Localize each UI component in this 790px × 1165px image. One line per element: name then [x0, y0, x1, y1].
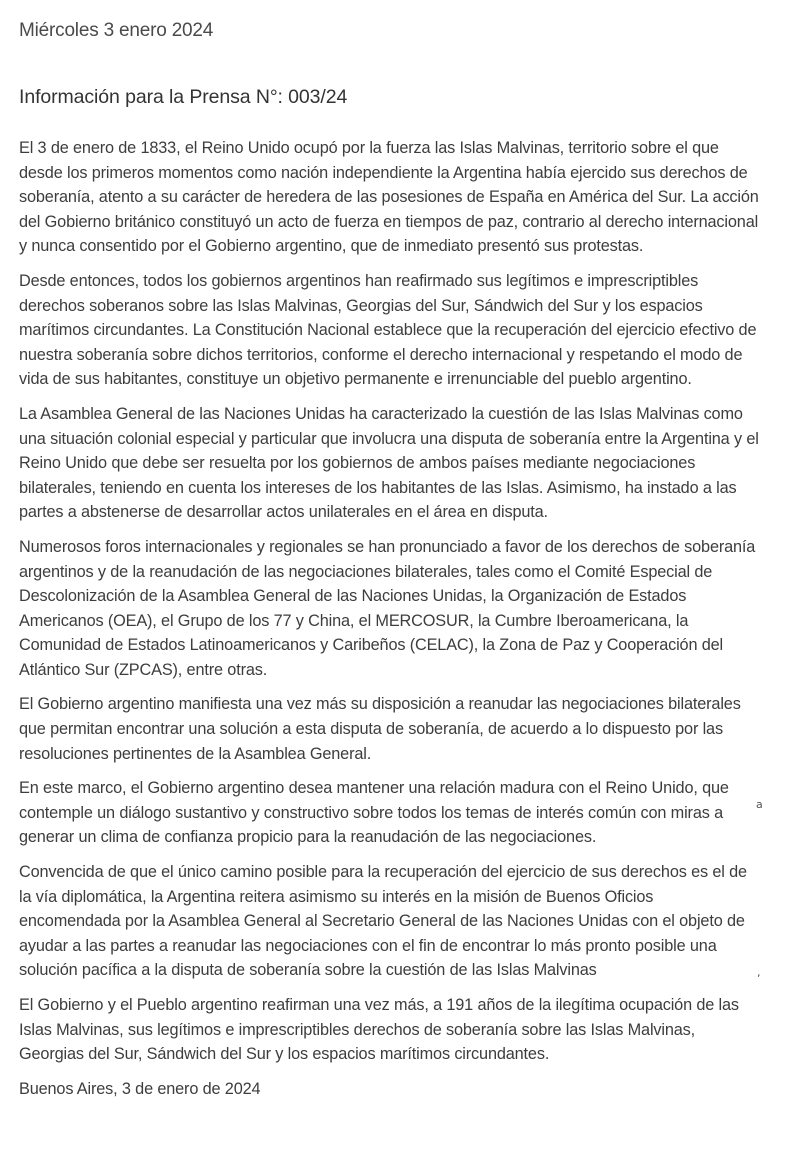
- publication-date: Miércoles 3 enero 2024: [19, 20, 214, 41]
- paragraph-5: El Gobierno argentino manifiesta una vez más su disposición a reanudar las negociaciones bilaterales que permitan encontrar una solución a esta disputa de soberanía, de acuerdo a lo dispuesto por las resoluciones pertinentes de la Asamblea General.: [19, 695, 741, 763]
- paragraph-1: El 3 de enero de 1833, el Reino Unido ocupó por la fuerza las Islas Malvinas, territorio sobre el que desde los primeros momentos como nación independiente la Argentina había ejercido sus derechos de soberanía, atento a su carácter de heredera de las posesiones de España en América del Sur. La acción del Gobierno británico constituyó un acto de fuerza en tiempos de paz, contrario al derecho internacional y nunca consentido por el Gobierno argentino, que de inmediato presentó sus protestas.: [19, 139, 759, 256]
- press-release: [19, 0, 759, 1101]
- paragraph-2: Desde entonces, todos los gobiernos argentinos han reafirmado sus legítimos e imprescriptibles derechos soberanos sobre las Islas Malvinas, Georgias del Sur, Sándwich del Sur y los espacios marítimos circundantes. La Constitución Nacional establece que la recuperación del ejercicio efectivo de nuestra soberanía sobre dichos territorios, conforme el derecho internacional y respetando el modo de vida de sus habitantes, constituye un objetivo permanente e irrenunciable del pueblo argentino.: [19, 271, 757, 389]
- edge-mark-a: a: [756, 798, 763, 811]
- paragraph-4: Numerosos foros internacionales y regionales se han pronunciado a favor de los derechos de soberanía argentinos y de la reanudación de las negociaciones bilaterales, tales como el Comité Especial de Descolonización de la Asamblea General de las Naciones Unidas, la Organización de Estados Americanos (OEA), el Grupo de los 77 y China, el MERCOSUR, la Cumbre Iberoamericana, la Comunidad de Estados Latinoamericanos y Caribeños (CELAC), la Zona de Paz y Cooperación del Atlántico Sur (ZPCAS), entre otras.: [19, 537, 756, 679]
- closing-dateline: Buenos Aires, 3 de enero de 2024: [19, 1079, 261, 1098]
- page-title: Información para la Prensa N°: 003/24: [19, 86, 348, 108]
- paragraph-6: En este marco, el Gobierno argentino desea mantener una relación madura con el Reino Unido, que contemple un diálogo sustantivo y constructivo sobre todos los temas de interés común con miras a generar un clima de confianza propicio para la reanudación de las negociaciones.: [19, 779, 729, 847]
- paragraph-7: Convencida de que el único camino posible para la recuperación del ejercicio de sus derechos es el de la vía diplomática, la Argentina reitera asimismo su interés en la misión de Buenos Oficios encomendada por la Asamblea General al Secretario General de las Naciones Unidas con el objeto de ayudar a las partes a reanudar las negociaciones con el fin de encontrar lo más pronto posible una solución pacífica a la disputa de soberanía sobre la cuestión de las Islas Malvinas: [19, 863, 747, 980]
- paragraph-3: La Asamblea General de las Naciones Unidas ha caracterizado la cuestión de las Islas Malvinas como una situación colonial especial y particular que involucra una disputa de soberanía entre la Argentina y el Reino Unido que debe ser resuelta por los gobiernos de ambos países mediante negociaciones bilaterales, teniendo en cuenta los intereses de los habitantes de las Islas. Asimismo, ha instado a las partes a abstenerse de desarrollar actos unilaterales en el área en disputa.: [19, 404, 759, 522]
- article-body: [19, 136, 759, 1101]
- paragraph-8: El Gobierno y el Pueblo argentino reafirman una vez más, a 191 años de la ilegítima ocupación de las Islas Malvinas, sus legítimos e imprescriptibles derechos de soberanía sobre las Islas Malvinas, Georgias del Sur, Sándwich del Sur y los espacios marítimos circundantes.: [19, 996, 739, 1064]
- edge-mark-comma: ,: [757, 966, 761, 979]
